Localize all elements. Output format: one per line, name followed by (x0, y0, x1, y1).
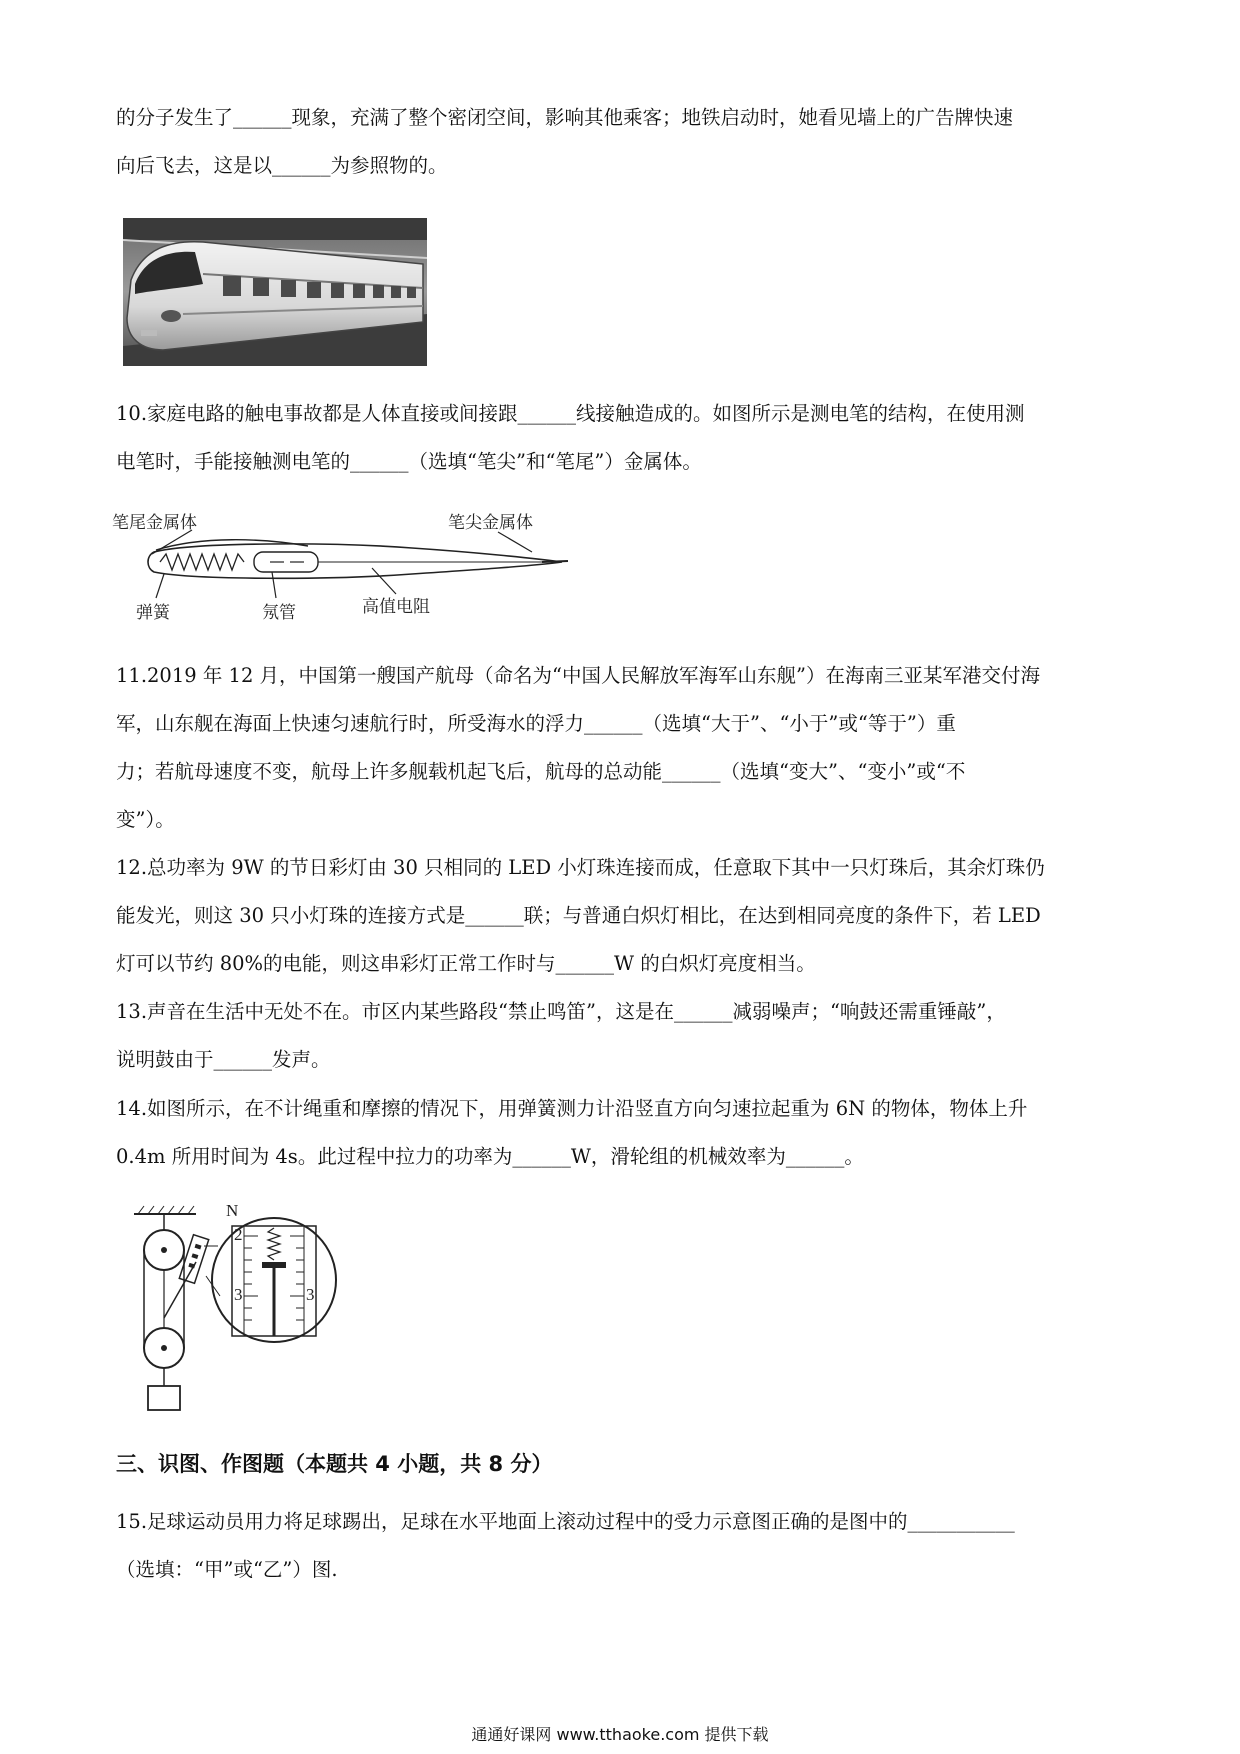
question-10 (116, 390, 1128, 486)
tick-2-left: 2 (234, 1225, 243, 1244)
section-3-heading: 三、识图、作图题（本题共 4 小题，共 8 分） (116, 1452, 553, 1476)
q11-line-3: 力；若航母速度不变，航母上许多舰载机起飞后，航母的总动能______（选填“变大”、“变小”或“不 (116, 760, 966, 783)
question-11 (116, 652, 1128, 844)
scale-spring (268, 1228, 280, 1260)
q9-line-1: 的分子发生了______现象，充满了整个密闭空间，影响其他乘客；地铁启动时，她看见墙上的广告牌快速 (116, 106, 1014, 129)
question-14 (116, 1085, 1128, 1181)
resistor-label: 高值电阻 (362, 597, 430, 617)
tip-metal-label: 笔尖金属体 (448, 513, 533, 533)
q13-line-2: 说明鼓由于______发声。 (116, 1048, 331, 1071)
q15-line-2: （选填：“甲”或“乙”）图. (116, 1558, 338, 1581)
neon-tube-label: 氖管 (262, 603, 296, 623)
q11-line-2: 军，山东舰在海面上快速匀速航行时，所受海水的浮力______（选填“大于”、“小于”或“等于”）重 (116, 712, 956, 735)
scale-pointer (262, 1262, 286, 1268)
tail-metal-label: 笔尾金属体 (112, 513, 197, 533)
q12-line-3: 灯可以节约 80%的电能，则这串彩灯正常工作时与______W 的白炽灯亮度相当。 (116, 952, 816, 975)
q14-line-1: 14.如图所示，在不计绳重和摩擦的情况下，用弹簧测力计沿竖直方向匀速拉起重为 6N 的物体，物体上升 (116, 1097, 1028, 1120)
unit-label: N (226, 1201, 239, 1220)
q10-line-2: 电笔时，手能接触测电笔的______（选填“笔尖”和“笔尾”）金属体。 (116, 450, 702, 473)
q11-line-4: 变”）。 (116, 808, 175, 831)
question-9-continuation (116, 94, 1128, 190)
page-footer: 通通好课网 www.tthaoke.com 提供下载 (471, 1725, 769, 1744)
spring-label: 弹簧 (136, 603, 170, 623)
question-13 (116, 988, 1128, 1084)
q9-line-2: 向后飞去，这是以______为参照物的。 (116, 154, 448, 177)
spring (160, 554, 244, 570)
question-15 (116, 1498, 1128, 1594)
test-pen-diagram (112, 508, 572, 628)
tick-3-right: 3 (306, 1285, 315, 1304)
pulley-scale-diagram (134, 1200, 374, 1440)
neon-tube (254, 552, 318, 572)
q12-line-1: 12.总功率为 9W 的节日彩灯由 30 只相同的 LED 小灯珠连接而成，任意取下其中一只灯珠后，其余灯珠仍 (116, 856, 1045, 879)
weight-block (148, 1386, 180, 1410)
q10-line-1: 10.家庭电路的触电事故都是人体直接或间接跟______线接触造成的。如图所示是测电笔的结构，在使用测 (116, 402, 1025, 425)
q15-line-1: 15.足球运动员用力将足球踢出，足球在水平地面上滚动过程中的受力示意图正确的是图中的___________ (116, 1510, 1015, 1533)
pen-body (148, 544, 562, 578)
question-12 (116, 844, 1128, 988)
q12-line-2: 能发光，则这 30 只小灯珠的连接方式是______联；与普通白炽灯相比，在达到相同亮度的条件下，若 LED (116, 904, 1041, 927)
q13-line-1: 13.声音在生活中无处不在。市区内某些路段“禁止鸣笛”，这是在______减弱噪声；“响鼓还需重锤敲”， (116, 1000, 1006, 1023)
subway-train-photo (123, 218, 427, 366)
tick-3-left: 3 (234, 1285, 243, 1304)
q14-line-2: 0.4m 所用时间为 4s。此过程中拉力的功率为______W，滑轮组的机械效率为______。 (116, 1145, 864, 1168)
q11-line-1: 11.2019 年 12 月，中国第一艘国产航母（命名为“中国人民解放军海军山东舰”）在海南三亚某军港交付海 (116, 664, 1040, 687)
